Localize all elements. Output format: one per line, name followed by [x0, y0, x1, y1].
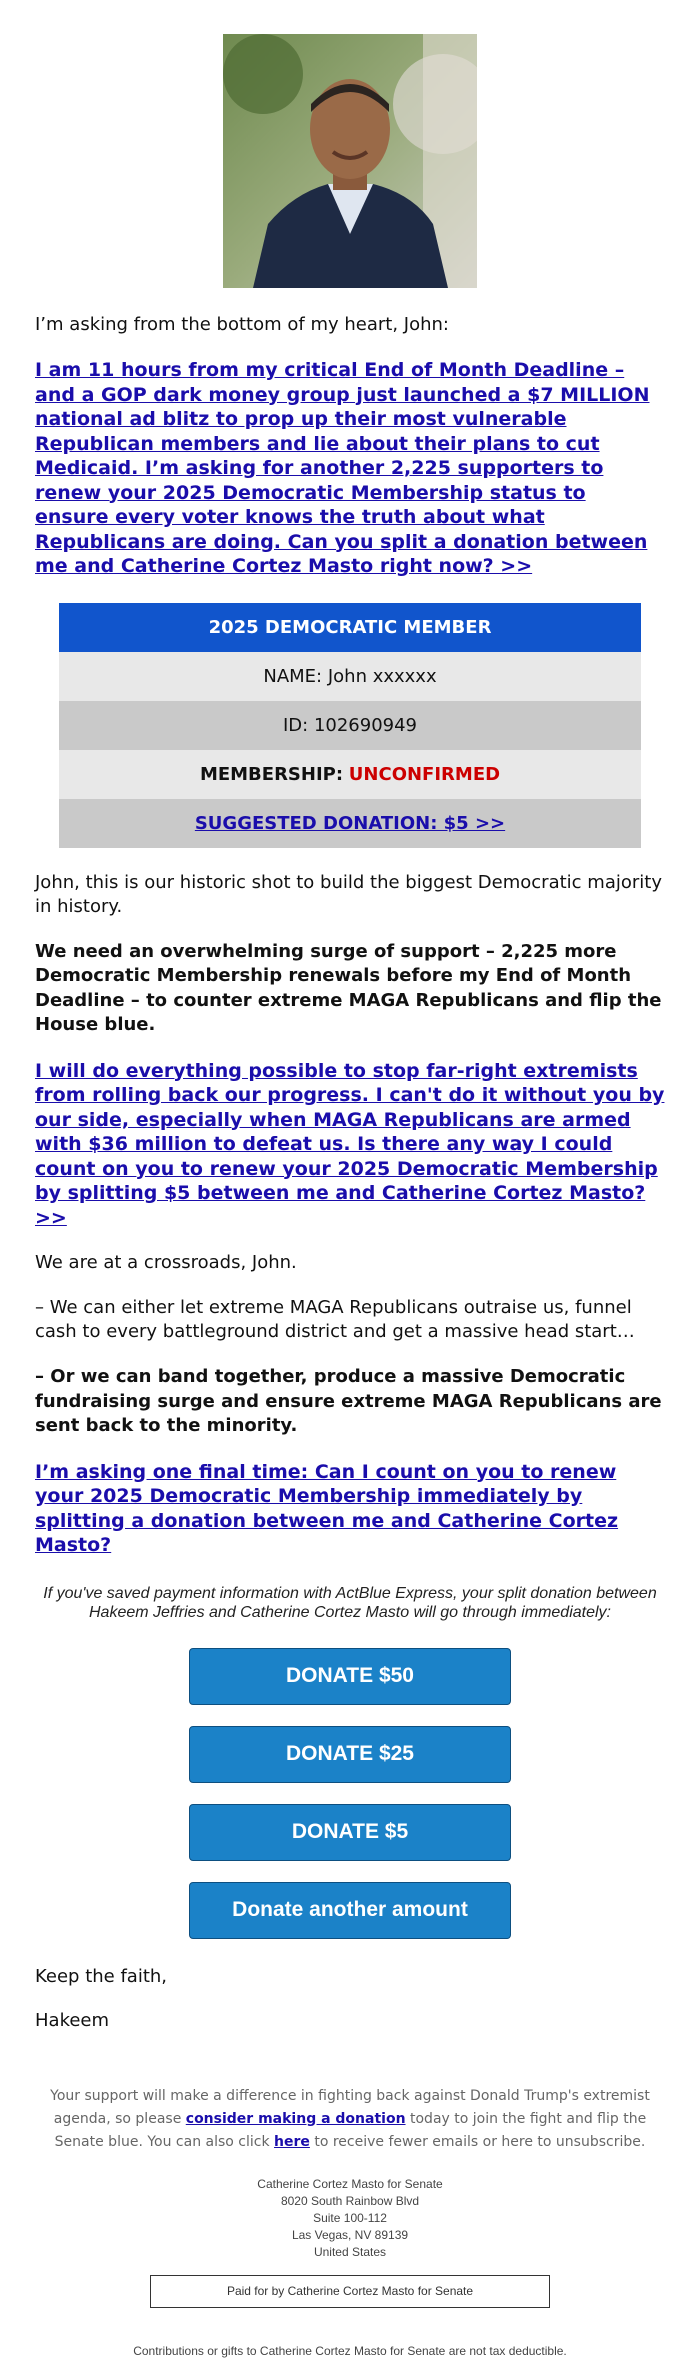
donate-25-button[interactable]: DONATE $25: [189, 1726, 511, 1783]
address-line-3: Suite 100-112: [313, 2210, 387, 2225]
footer-text-2: today to join the fight and flip the Senate blue. You can also click: [54, 2110, 647, 2150]
membership-status-row: [59, 750, 641, 799]
mailing-address: [0, 2176, 700, 2261]
donation-buttons: [0, 1648, 700, 1939]
footer-text-1: Your support will make a difference in fighting back against Donald Trump's extremist agenda, so please: [50, 2087, 650, 2127]
body-paragraph-2: We need an overwhelming surge of support – 2,225 more Democratic Membership renewals before my End of Month Deadline – to counter extreme MAGA Republicans and flip the House blue.: [35, 940, 662, 1035]
extremists-donate-link[interactable]: I will do everything possible to stop far-right extremists from rolling back our progress. I can't do it without you by our side, especially when MAGA Republicans are armed with $36 million to defeat us. Is there any way I could count on you to renew your 2025 Democratic Membership by splitting $5 between me and Catherine Cortez Masto? >>: [35, 1059, 665, 1229]
lead-donate-link[interactable]: I am 11 hours from my critical End of Month Deadline – and a GOP dark money group just launched a $7 MILLION national ad blitz to prop up their most vulnerable Republican members and lie about their plans to cut Medicaid. I’m asking for another 2,225 supporters to renew your 2025 Democratic Membership status to ensure every voter knows the truth about what Republicans are doing. Can you split a donation between me and Catherine Cortez Masto right now? >>: [35, 359, 650, 577]
body-paragraph-6: – Or we can band together, produce a massive Democratic fundraising surge and ensure extreme MAGA Republicans are sent back to the minority.: [35, 1366, 662, 1436]
body-paragraph-4: We are at a crossroads, John.: [35, 1252, 297, 1273]
portrait-photo: [223, 34, 477, 288]
tax-disclaimer: Contributions or gifts to Catherine Cortez Masto for Senate are not tax deductible.: [133, 2343, 567, 2358]
membership-card: [59, 603, 641, 848]
membership-card-title: 2025 DEMOCRATIC MEMBER: [59, 603, 641, 652]
donate-other-amount-button[interactable]: Donate another amount: [189, 1882, 511, 1939]
membership-status: UNCONFIRMED: [348, 763, 501, 785]
donate-5-button[interactable]: DONATE $5: [189, 1804, 511, 1861]
address-line-4: Las Vegas, NV 89139: [291, 2227, 409, 2242]
footer-donation-link[interactable]: consider making a donation: [185, 2110, 406, 2127]
address-line-5: United States: [313, 2244, 387, 2259]
footer-fewer-emails-link[interactable]: here: [274, 2133, 310, 2150]
greeting-text: I’m asking from the bottom of my heart, John:: [35, 314, 449, 335]
actblue-express-note: If you've saved payment information with ActBlue Express, your split donation between Hakeem Jeffries and Catherine Cortez Masto will go through immediately:: [43, 1584, 657, 1621]
email-page: [0, 34, 700, 2358]
signature-text: Hakeem: [35, 2009, 110, 2031]
footer-text-3: to receive fewer emails or here to unsubscribe.: [309, 2133, 646, 2150]
body-paragraph-1: John, this is our historic shot to build the biggest Democratic majority in history.: [35, 871, 662, 917]
footer-message: [0, 2085, 700, 2154]
suggested-donation-link[interactable]: SUGGESTED DONATION: $5 >>: [194, 812, 506, 834]
donate-50-button[interactable]: DONATE $50: [189, 1648, 511, 1705]
paid-for-box: Paid for by Catherine Cortez Masto for Senate: [150, 2275, 550, 2308]
suggested-donation-row: [59, 799, 641, 848]
final-ask-link[interactable]: I’m asking one final time: Can I count on you to renew your 2025 Democratic Membership immediately by splitting a donation between me and Catherine Cortez Masto?: [35, 1460, 619, 1556]
membership-id: ID: 102690949: [59, 701, 641, 750]
membership-label: MEMBERSHIP:: [199, 763, 344, 785]
signoff-text: Keep the faith,: [35, 1965, 168, 1987]
membership-name: NAME: John xxxxxx: [59, 652, 641, 701]
body-paragraph-5: – We can either let extreme MAGA Republicans outraise us, funnel cash to every battleground district and get a massive head start…: [35, 1297, 635, 1342]
address-line-1: Catherine Cortez Masto for Senate: [257, 2176, 443, 2191]
address-line-2: 8020 South Rainbow Blvd: [280, 2193, 420, 2208]
